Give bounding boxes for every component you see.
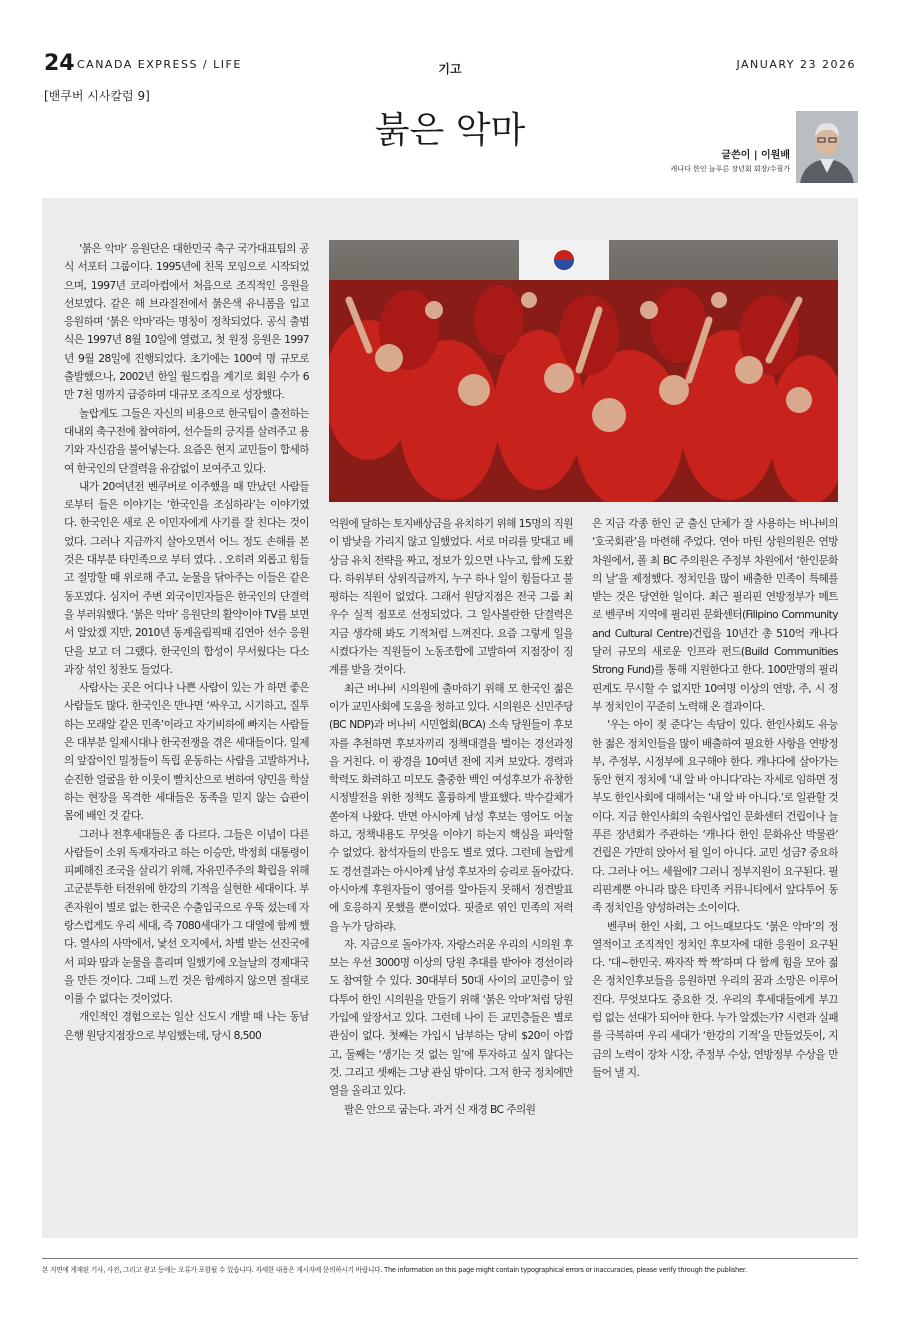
footer-divider (42, 1258, 858, 1259)
footer-disclaimer: 본 지면에 게재된 기사, 사진, 그리고 광고 등에는 오류가 포함될 수 있습니다. 자세한 내용은 게시자에 문의하시기 바랍니다. The information on this page might contain typographical errors or inaccuracies, please verify through the publisher. (42, 1266, 747, 1274)
paragraph: 은 지금 각종 한인 군 출신 단체가 잘 사용하는 버나비의 ‘호국회관’을 마련해 주었다. 연아 마틴 상원의원은 연방차원에서, 폴 최 BC 주의원은 주정부 차원에서 ‘한인문화의 날’을 제정했다. 정치인을 많이 배출한 민족이 특혜를 받는 것은 당연한 일이다. 최근 필리핀 연방정부가 메트로 벤쿠버 지역에 필리핀 문화센터(Filipino Community and Cultural Centre)건립을 10년간 총 510억 캐나다 달러 규모의 새로운 인프라 펀드(Build Communities Strong Fund)를 통해 지원한다고 한다. 100만명의 필리핀계도 무시할 수 없지만 10여명 이상의 연방, 주, 시 정부 정치인이 꾸준히 노력해 온 결과이다. (592, 517, 838, 713)
page-number: 24 (44, 51, 75, 76)
author-byline: 글쓴이 | 이원배 (721, 150, 790, 161)
article-column-1 (64, 240, 309, 1230)
paragraph: ‘우는 아이 젖 준다’는 속담이 있다. 한인사회도 유능한 젊은 정치인들을 많이 배출하여 필요한 사항을 연방정부, 주정부, 시정부에 요구해야 한다. 캐나다에 살아가는 동안 현지 정치에 ‘내 알 바 아니다’라는 자세로 임하면 정부도 한인사회에 대해서는 ‘내 알 바 아니다.’로 일관할 것이다. 지금 한인사회의 숙원사업인 문화센터 건립이나 늘푸른 장년회가 주관하는 ‘캐나다 한인 문화유산 박물관’ 건립은 가만히 앉아서 될 일이 아니다. 교민 성금? 중요하다. 그러나 어느 세월에? 그러니 정부지원이 요구된다. 필리핀계뿐 아니라 많은 타민족 커뮤니티에서 앞다투어 동족 정치인을 양성하려는 소이이다. (592, 718, 838, 915)
paragraph: ‘붉은 악마’ 응원단은 대한민국 축구 국가대표팀의 공식 서포터 그룹이다. 1995년에 친목 모임으로 시작되었으며, 1997년 코리아컵에서 처음으로 조직적인 응원을 선보였다. 같은 해 브라질전에서 붉은색 유니폼을 입고 응원하며 ‘붉은 악마’라는 명칭이 정착되었다. 공식 출범식은 1997년 8월 10일에 열렸고, 첫 원정 응원은 1997년 9월 28일에 진행되었다. 초기에는 100여 명 규모로 출발했으나, 2002년 한일 월드컵을 계기로 회원 수가 6만 7천 명까지 급증하며 대규모 조직으로 성장했다. (64, 242, 309, 402)
paragraph: 내가 20여년전 벤쿠버로 이주했을 때 만났던 사람들로부터 들은 이야기는 ‘한국인을 조심하라’는 이야기였다. 한국인은 새로 온 이민자에게 사기를 잘 친다는 것이었다. 그러나 지금까지 살아오면서 어느 정도 손해를 본 것은 대부분 타민족으로 부터 였다. . 오히려 외롭고 힘들고 절망할 때 위로해 주고, 눈물을 닦아주는 이들은 같은 동포였다. 심지어 주변 외국이민자들은 한국인의 단결력을 부러워했다. ‘붉은 악마’ 응원단의 활약이야 TV를 보면서 알았겠 지만, 2010년 동계올림픽때 김연아 선수 응원단을 보고 더 그랬다. 한국인의 합성이 무서웠다는 다소 과장 섞인 칭찬도 들었다. (64, 479, 309, 676)
article-title: 붉은 악마 (374, 110, 526, 151)
paragraph: 억원에 달하는 토지배상금을 유치하기 위해 15명의 직원이 밤낮을 가리지 않고 일했었다. 서로 머리를 맞대고 배상금 유치 전략을 짜고, 정보가 있으면 나누고, 함께 도왔다. 하위부터 상위직급까지, 누구 하나 일이 힘들다고 불평하는 직원이 없었다. 그래서 원당지점은 전국 그룹 최우수 실적 점포로 선정되었다. 그 일사불란한 단결력은 지금 생각해 봐도 기적처럼 느껴진다. 요즘 그렇게 일을 시켰다가는 직원들이 노동조합에 고발하여 지점장이 징계를 받을 것이다. (329, 517, 573, 677)
article-column-3 (592, 515, 838, 1235)
paragraph: 최근 버나비 시의원에 출마하기 위해 모 한국인 젊은이가 교민사회에 도움을 청하고 있다. 시의원은 신민주당(BC NDP)과 버나비 시민협회(BCA) 소속 당원들이 후보자를 추천하면 후보자끼리 정책대결을 벌이는 경선과정을 거친다. 이 광경을 10여년 전에 지켜 보았다. 경력과 학력도 화려하고 미모도 출중한 백인 여성후보가 유창한 시정발전을 위한 정책도 훌륭하게 발표했다. 박수갈채가 쏟아져 나왔다. 반면 아시아계 남성 후보는 영어도 어눌하고, 정책내용도 무엇을 이야기 하는지 핵심을 파악할 수 없었다. 참석자들의 반응도 별로 였다. 그런데 놀랍게도 경선결과는 아시아계 남성 후보자의 승리로 돌아갔다. 아시아계 후원자들이 영어를 알아듣지 못해서 정견발표에 호응하지 못했을 뿐이었다. 핏줄로 엮인 민족의 저력을 누가 당하랴. (329, 681, 573, 933)
paragraph: 놀랍게도 그들은 자신의 비용으로 한국팀이 출전하는 대내외 축구전에 참여하여, 선수들의 긍지를 살려주고 용기와 자신감을 불어넣는다. 요즘은 현지 교민들이 합세하여 한국인의 단결력을 유감없이 보여주고 있다. (64, 406, 309, 475)
author-affiliation: 캐나다 한인 늘푸른 장년회 회장/수필가 (670, 165, 790, 173)
section-label: 기고 (438, 62, 462, 76)
paragraph: 자. 지금으로 돌아가자. 자랑스러운 우리의 시의원 후보는 우선 3000명 이상의 당원 추대를 받아야 경선이라도 참여할 수 있다. 30대부터 50대 사이의 교민층이 앞다투어 한인 시의원을 만들기 위해 ‘붉은 악마’처럼 당원가입에 앞장서고 있다. 그런데 나이 든 교민층들은 별로 관심이 없다. 첫째는 가입시 납부하는 당비 $20이 아깝고, 둘째는 ‘생기는 것 없는 일’에 투자하고 싶지 않다는 것. 그리고 셋째는 그냥 관심 밖이다. 그저 한국 정치에만 열을 올리고 있다. (329, 937, 573, 1098)
article-column-2 (329, 515, 573, 1235)
paragraph: 개인적인 경험으로는 일산 신도시 개발 때 나는 동남은행 원당지점장으로 부임했는데, 당시 8,500 (64, 1010, 309, 1042)
paragraph: 팔은 안으로 굽는다. 과거 신 재경 BC 주의원 (344, 1102, 536, 1116)
issue-date: JANUARY 23 2026 (736, 58, 856, 71)
paragraph: 사람사는 곳은 어디나 나쁜 사람이 있는 가 하면 좋은 사람들도 많다. 한국인은 만나면 ‘싸우고, 시기하고, 질투하는 모래알 같은 민족’이라고 자기비하에 빠지는 사람들은 대부분 일제시대나 한국전쟁을 겪은 세대들이다. 일제의 앞잡이인 밀정들이 독립 운동하는 사람을 고발하거나, 순진한 얼굴을 한 이웃이 빨치산으로 변하여 양민을 학살하는 현장을 목격한 세대들은 동족을 믿지 않는 습관이 몸에 배인 것 같다. (64, 681, 309, 823)
publication-name: CANADA EXPRESS / LIFE (77, 58, 242, 71)
author-photo (796, 111, 858, 183)
red-devils-photo (329, 240, 838, 502)
series-label: [밴쿠버 시사칼럼 9] (44, 89, 150, 103)
paragraph: 벤쿠버 한인 사회, 그 어느때보다도 ‘붉은 악마’의 정열적이고 조직적인 정치인 후보자에 대한 응원이 요구된다. ‘대~한민국. 짜자작 짝 짝’하며 다 함께 힘을 모아 젊은 정치인후보들을 응원하면 우리의 꿈과 소망은 이루어 진다. 무엇보다도 중요한 것. 우리의 후세대들에게 부끄럼 없는 선대가 되어야 한다. 누가 알겠는가? 시련과 실패를 극복하며 우리 세대가 ‘한강의 기적’을 만들었듯이, 지금의 노력이 장차 시장, 주정부 수상, 연방정부 수상을 만들어 낼 지. (592, 919, 838, 1079)
page-header (44, 52, 856, 78)
paragraph: 그러나 전후세대들은 좀 다르다. 그들은 이념이 다른 사람들이 소위 독재자라고 하는 이승만, 박정희 대통령이 피폐해진 조국을 살리기 위해, 자유민주주의 확립을 위해 고군분투한 터전위에 한강의 기적을 실현한 세대이다. 부존자원이 별로 없는 한국은 수출입국으로 우뚝 섰는데 자랑스럽게도 우리 세대, 즉 7080세대가 그 대열에 함께 했다. 열사의 사막에서, 낯선 오지에서, 차별 받는 선진국에서 피와 땀과 눈물을 흘리며 일했기에 오늘날의 경제대국을 만든 것이다. 그때 느낀 것은 함께하지 않으면 절대로 이룰 수 없다는 것이었다. (64, 827, 309, 1006)
